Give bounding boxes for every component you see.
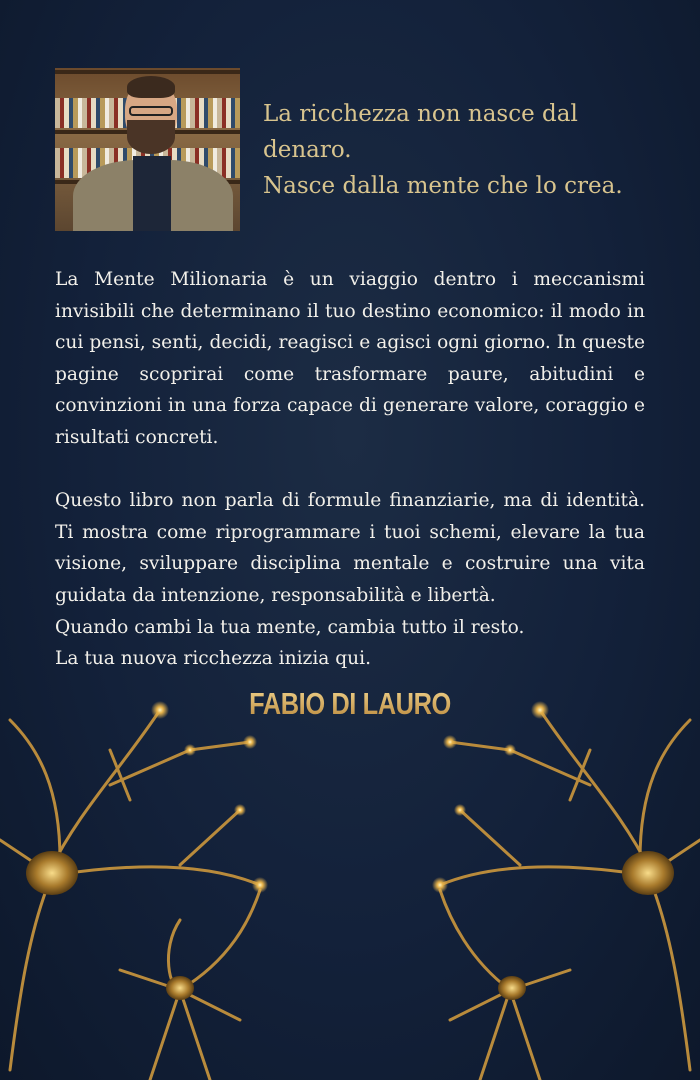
quote-line: La ricchezza non nasce dal (263, 101, 578, 127)
author-name: FABIO DI LAURO (63, 686, 637, 722)
neuron-illustration (0, 690, 700, 1080)
quote-line: Nasce dalla mente che lo crea. (263, 173, 623, 199)
shirt (133, 156, 171, 231)
bookshelf (55, 70, 240, 74)
neuron-left (0, 710, 260, 1080)
neuron-right (440, 710, 700, 1080)
description-paragraph: La Mente Milionaria è un viaggio dentro i meccanismi invisibili che determinano il tuo destino economico: il modo in cui pensi, senti, decidi, reagisci e agisci ogni giorno. In queste pagine scoprirai come trasformare paure, abitudini e convinzioni in una forza capace di generare valore, coraggio e risultati concreti. (55, 269, 645, 448)
neuron-somas (26, 851, 674, 1000)
book-description (55, 264, 645, 675)
synapse-glows (151, 701, 549, 893)
beard (127, 120, 175, 154)
description-paragraph: Questo libro non parla di formule finanziarie, ma di identità. Ti mostra come riprogrammare i tuoi schemi, elevare la tua visione, sviluppare disciplina mentale e costruire una vita guidata da intenzione, responsabilità e libertà. (55, 490, 645, 606)
hair (127, 76, 175, 98)
description-line: Quando cambi la tua mente, cambia tutto il resto. (55, 616, 525, 638)
tagline-quote (263, 96, 663, 204)
description-line: La tua nuova ricchezza inizia qui. (55, 648, 372, 670)
author-photo (55, 68, 240, 231)
glasses (129, 106, 173, 116)
quote-line: denaro. (263, 137, 352, 163)
